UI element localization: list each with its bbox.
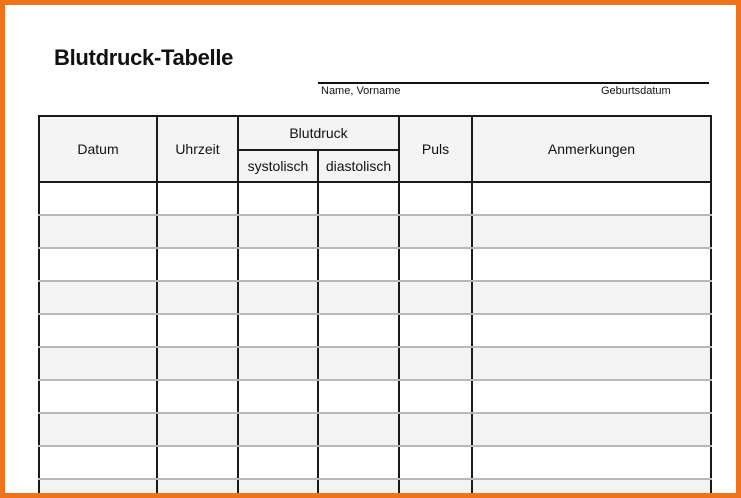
cell-time[interactable] bbox=[157, 446, 238, 479]
cell-pulse[interactable] bbox=[399, 281, 472, 314]
name-signature-line bbox=[318, 82, 709, 84]
table-row bbox=[39, 479, 711, 498]
cell-time[interactable] bbox=[157, 182, 238, 215]
table-row bbox=[39, 314, 711, 347]
cell-notes[interactable] bbox=[472, 314, 711, 347]
cell-date[interactable] bbox=[39, 479, 157, 498]
cell-pulse[interactable] bbox=[399, 182, 472, 215]
cell-systolic[interactable] bbox=[238, 347, 318, 380]
cell-date[interactable] bbox=[39, 314, 157, 347]
cell-diastolic[interactable] bbox=[318, 446, 399, 479]
column-header-systolic: systolisch bbox=[238, 150, 318, 182]
cell-notes[interactable] bbox=[472, 215, 711, 248]
table-header bbox=[39, 116, 711, 182]
cell-pulse[interactable] bbox=[399, 380, 472, 413]
cell-diastolic[interactable] bbox=[318, 248, 399, 281]
cell-pulse[interactable] bbox=[399, 248, 472, 281]
cell-time[interactable] bbox=[157, 380, 238, 413]
table-row bbox=[39, 248, 711, 281]
cell-time[interactable] bbox=[157, 314, 238, 347]
birthdate-field-label: Geburtsdatum bbox=[601, 85, 671, 97]
cell-systolic[interactable] bbox=[238, 281, 318, 314]
cell-date[interactable] bbox=[39, 182, 157, 215]
cell-diastolic[interactable] bbox=[318, 314, 399, 347]
cell-time[interactable] bbox=[157, 281, 238, 314]
cell-diastolic[interactable] bbox=[318, 182, 399, 215]
cell-date[interactable] bbox=[39, 380, 157, 413]
cell-pulse[interactable] bbox=[399, 314, 472, 347]
cell-systolic[interactable] bbox=[238, 446, 318, 479]
table-row bbox=[39, 215, 711, 248]
cell-time[interactable] bbox=[157, 479, 238, 498]
cell-systolic[interactable] bbox=[238, 380, 318, 413]
cell-notes[interactable] bbox=[472, 248, 711, 281]
cell-notes[interactable] bbox=[472, 281, 711, 314]
table-row bbox=[39, 446, 711, 479]
column-header-time: Uhrzeit bbox=[157, 116, 238, 182]
cell-systolic[interactable] bbox=[238, 182, 318, 215]
column-header-diastolic: diastolisch bbox=[318, 150, 399, 182]
header-row-top bbox=[39, 116, 711, 150]
cell-date[interactable] bbox=[39, 347, 157, 380]
column-header-blood-pressure: Blutdruck bbox=[238, 116, 399, 150]
cell-date[interactable] bbox=[39, 281, 157, 314]
cell-notes[interactable] bbox=[472, 347, 711, 380]
cell-diastolic[interactable] bbox=[318, 380, 399, 413]
table-row bbox=[39, 281, 711, 314]
cell-systolic[interactable] bbox=[238, 479, 318, 498]
table-body bbox=[39, 182, 711, 498]
cell-diastolic[interactable] bbox=[318, 479, 399, 498]
table-row bbox=[39, 380, 711, 413]
cell-date[interactable] bbox=[39, 413, 157, 446]
cell-notes[interactable] bbox=[472, 182, 711, 215]
cell-notes[interactable] bbox=[472, 413, 711, 446]
blood-pressure-table bbox=[38, 115, 712, 498]
cell-diastolic[interactable] bbox=[318, 215, 399, 248]
cell-diastolic[interactable] bbox=[318, 347, 399, 380]
cell-systolic[interactable] bbox=[238, 314, 318, 347]
cell-time[interactable] bbox=[157, 215, 238, 248]
cell-diastolic[interactable] bbox=[318, 413, 399, 446]
table-row bbox=[39, 413, 711, 446]
cell-systolic[interactable] bbox=[238, 413, 318, 446]
table-row bbox=[39, 182, 711, 215]
column-header-date: Datum bbox=[39, 116, 157, 182]
table-row bbox=[39, 347, 711, 380]
cell-notes[interactable] bbox=[472, 479, 711, 498]
name-field-label: Name, Vorname bbox=[321, 85, 401, 97]
cell-diastolic[interactable] bbox=[318, 281, 399, 314]
cell-pulse[interactable] bbox=[399, 347, 472, 380]
cell-date[interactable] bbox=[39, 248, 157, 281]
cell-systolic[interactable] bbox=[238, 248, 318, 281]
page-title: Blutdruck-Tabelle bbox=[54, 45, 234, 70]
cell-time[interactable] bbox=[157, 347, 238, 380]
cell-time[interactable] bbox=[157, 248, 238, 281]
cell-time[interactable] bbox=[157, 413, 238, 446]
cell-pulse[interactable] bbox=[399, 479, 472, 498]
column-header-pulse: Puls bbox=[399, 116, 472, 182]
cell-systolic[interactable] bbox=[238, 215, 318, 248]
cell-pulse[interactable] bbox=[399, 446, 472, 479]
column-header-notes: Anmerkungen bbox=[472, 116, 711, 182]
cell-notes[interactable] bbox=[472, 446, 711, 479]
cell-pulse[interactable] bbox=[399, 215, 472, 248]
cell-pulse[interactable] bbox=[399, 413, 472, 446]
cell-notes[interactable] bbox=[472, 380, 711, 413]
cell-date[interactable] bbox=[39, 215, 157, 248]
cell-date[interactable] bbox=[39, 446, 157, 479]
